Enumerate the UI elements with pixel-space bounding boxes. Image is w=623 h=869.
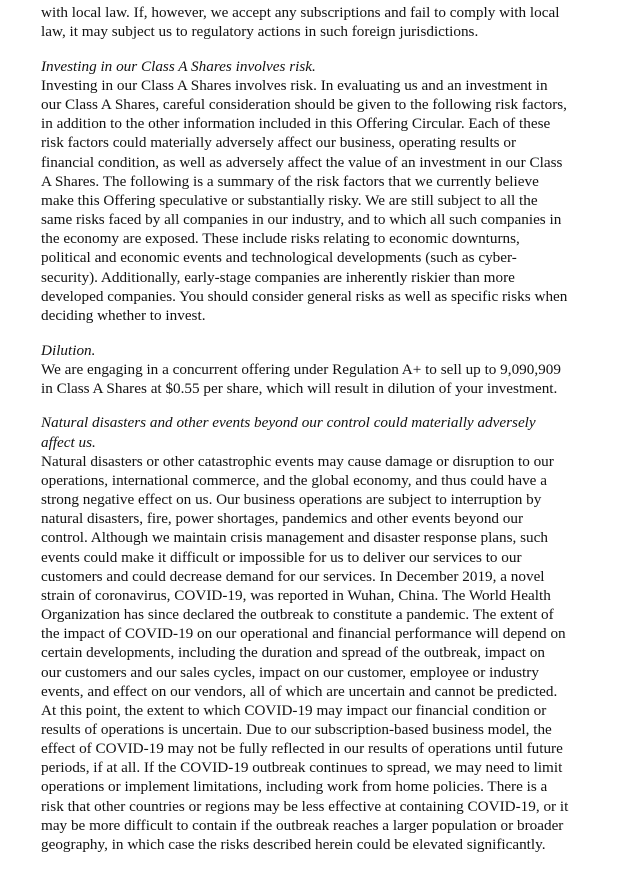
- body-text-line: We are engaging in a concurrent offering under Regulation A+ to sell up to 9,090,909: [41, 360, 561, 378]
- body-text-line: in Class A Shares at $0.55 per share, which will result in dilution of your investment.: [41, 379, 558, 397]
- body-text-line: the economy are exposed. These include risks relating to economic downturns,: [41, 230, 520, 248]
- body-text-line: events, and effect on our vendors, all of which are uncertain and cannot be predicted.: [41, 682, 558, 700]
- body-text-line: same risks faced by all companies in our industry, and to which all such companies in: [41, 211, 562, 229]
- section-heading: affect us.: [41, 433, 96, 451]
- body-text-line: financial condition, as well as adversely affect the value of an investment in our Class: [41, 153, 563, 171]
- body-text-line: strain of coronavirus, COVID-19, was reported in Wuhan, China. The World Health: [41, 586, 551, 604]
- body-text-line: geography, in which case the risks described herein could be elevated significantly.: [41, 835, 546, 853]
- body-text-line: strong negative effect on us. Our business operations are subject to interruption by: [41, 491, 542, 509]
- body-text-line: results of operations is uncertain. Due to our subscription-based business model, the: [41, 720, 552, 738]
- section-intro: [41, 3, 623, 41]
- body-text-line: operations, international commerce, and the global economy, and thus could have a: [41, 471, 547, 489]
- body-text-line: our Class A Shares, careful consideration should be given to the following risk factors,: [41, 96, 567, 114]
- body-text-line: operations or implement limitations, including work from home policies. There is a: [41, 778, 548, 796]
- section-heading: Investing in our Class A Shares involves risk.: [41, 57, 316, 75]
- body-text-line: periods, if at all. If the COVID-19 outbreak continues to spread, we may need to limit: [41, 759, 563, 777]
- body-text-line: customers and could decrease demand for our services. In December 2019, a novel: [41, 567, 545, 585]
- body-text-line: events could make it difficult or impossible for us to deliver our services to our: [41, 548, 522, 566]
- body-text-line: developed companies. You should consider general risks as well as specific risks when: [41, 287, 568, 305]
- body-text-line: control. Although we maintain crisis management and disaster response plans, such: [41, 529, 548, 547]
- body-text-line: Investing in our Class A Shares involves risk. In evaluating us and an investment in: [41, 76, 548, 94]
- body-text-line: deciding whether to invest.: [41, 306, 206, 324]
- body-text-line: At this point, the extent to which COVID-19 may impact our financial condition or: [41, 701, 547, 719]
- section-heading: Dilution.: [41, 341, 96, 359]
- body-text-line: may be more difficult to contain if the outbreak reaches a larger population or broader: [41, 816, 564, 834]
- body-text-line: Natural disasters or other catastrophic events may cause damage or disruption to our: [41, 452, 554, 470]
- body-text-line: in addition to the other information included in this Offering Circular. Each of these: [41, 115, 551, 133]
- body-text-line: natural disasters, fire, power shortages, pandemics and other events beyond our: [41, 510, 524, 528]
- body-text-line: risk factors could materially adversely affect our business, operating results or: [41, 134, 517, 152]
- body-text-line: effect of COVID-19 may not be fully reflected in our results of operations until future: [41, 740, 563, 758]
- body-text-line: A Shares. The following is a summary of the risk factors that we currently believe: [41, 172, 539, 190]
- body-text-line: certain developments, including the duration and spread of the outbreak, impact on: [41, 644, 545, 662]
- section-dilution: [41, 341, 623, 398]
- section-heading: Natural disasters and other events beyond our control could materially adversely: [41, 414, 536, 432]
- body-text-line: Organization has since declared the outbreak to constitute a pandemic. The extent of: [41, 606, 554, 624]
- body-text-line: law, it may subject us to regulatory actions in such foreign jurisdictions.: [41, 23, 479, 41]
- body-text-line: our customers and our sales cycles, impact on our customer, employee or industry: [41, 663, 539, 681]
- body-text-line: political and economic events and technological developments (such as cyber-: [41, 249, 517, 267]
- section-investing-risk: [41, 57, 623, 325]
- section-natural-disasters: [41, 413, 623, 854]
- body-text-line: with local law. If, however, we accept any subscriptions and fail to comply with local: [41, 4, 560, 21]
- body-text-line: make this Offering speculative or substantially risky. We are still subject to all the: [41, 191, 538, 209]
- body-text-line: security). Additionally, early-stage companies are inherently riskier than more: [41, 268, 515, 286]
- body-text-line: the impact of COVID-19 on our operational and financial performance will depend on: [41, 625, 566, 643]
- body-text-line: risk that other countries or regions may be less effective at containing COVID-19, or it: [41, 797, 569, 815]
